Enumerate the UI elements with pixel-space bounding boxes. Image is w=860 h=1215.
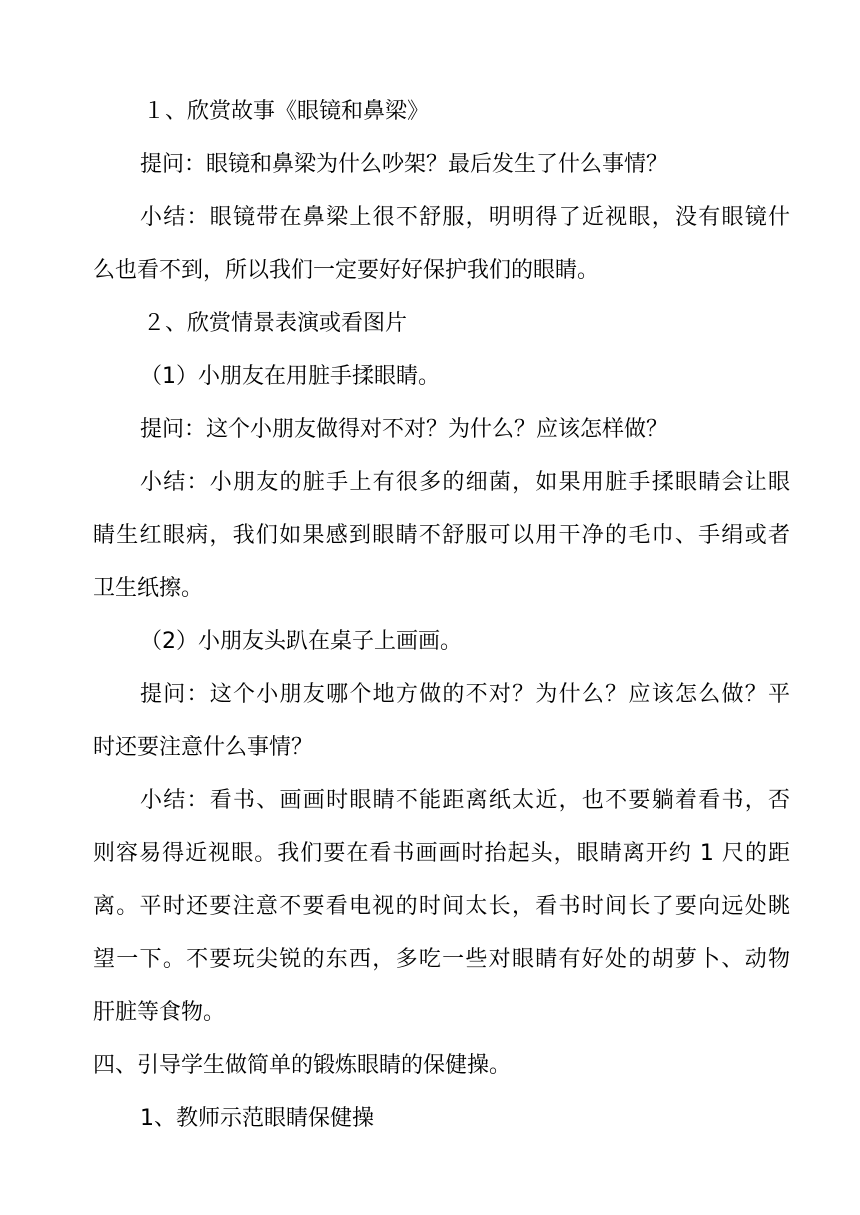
paragraph-line: 小结：看书、画画时眼睛不能距离纸太近，也不要躺着看书，否 [140, 788, 790, 813]
paragraph-line: 望一下。不要玩尖锐的东西，多吃一些对眼睛有好处的胡萝卜、动物 [93, 947, 790, 972]
paragraph-line: 么也看不到，所以我们一定要好好保护我们的眼睛。 [93, 258, 600, 283]
paragraph-line: 离。平时还要注意不要看电视的时间太长，看书时间长了要向远处眺 [93, 894, 790, 919]
paragraph-line: 提问：眼镜和鼻梁为什么吵架？最后发生了什么事情？ [140, 152, 669, 177]
paragraph-line: 小结：眼镜带在鼻梁上很不舒服，明明得了近视眼，没有眼镜什 [140, 205, 790, 230]
paragraph-line: 肝脏等食物。 [93, 1000, 226, 1025]
paragraph-line: 小结：小朋友的脏手上有很多的细菌，如果用脏手揉眼睛会让眼 [140, 470, 790, 495]
subheading-line: 1、教师示范眼睛保健操 [140, 1106, 374, 1131]
paragraph-line: 提问：这个小朋友做得对不对？为什么？应该怎样做？ [140, 417, 669, 442]
paragraph-line: 时还要注意什么事情？ [93, 735, 314, 760]
paragraph-line: 则容易得近视眼。我们要在看书画画时抬起头，眼睛离开约 1 尺的距 [93, 841, 790, 866]
section-heading-scene: ２、欣赏情景表演或看图片 [143, 311, 408, 336]
paragraph-line: 卫生纸擦。 [93, 576, 204, 601]
paragraph-line: 睛生红眼病，我们如果感到眼睛不舒服可以用干净的毛巾、手绢或者 [93, 523, 790, 548]
paragraph-line: 提问：这个小朋友哪个地方做的不对？为什么？应该怎么做？平 [140, 682, 790, 707]
section-heading-exercise: 四、引导学生做简单的锻炼眼睛的保健操。 [93, 1053, 512, 1078]
section-heading-story: １、欣赏故事《眼镜和鼻梁》 [143, 99, 430, 124]
subheading-line: （2）小朋友头趴在桌子上画画。 [140, 629, 462, 654]
subheading-line: （1）小朋友在用脏手揉眼睛。 [140, 364, 440, 389]
